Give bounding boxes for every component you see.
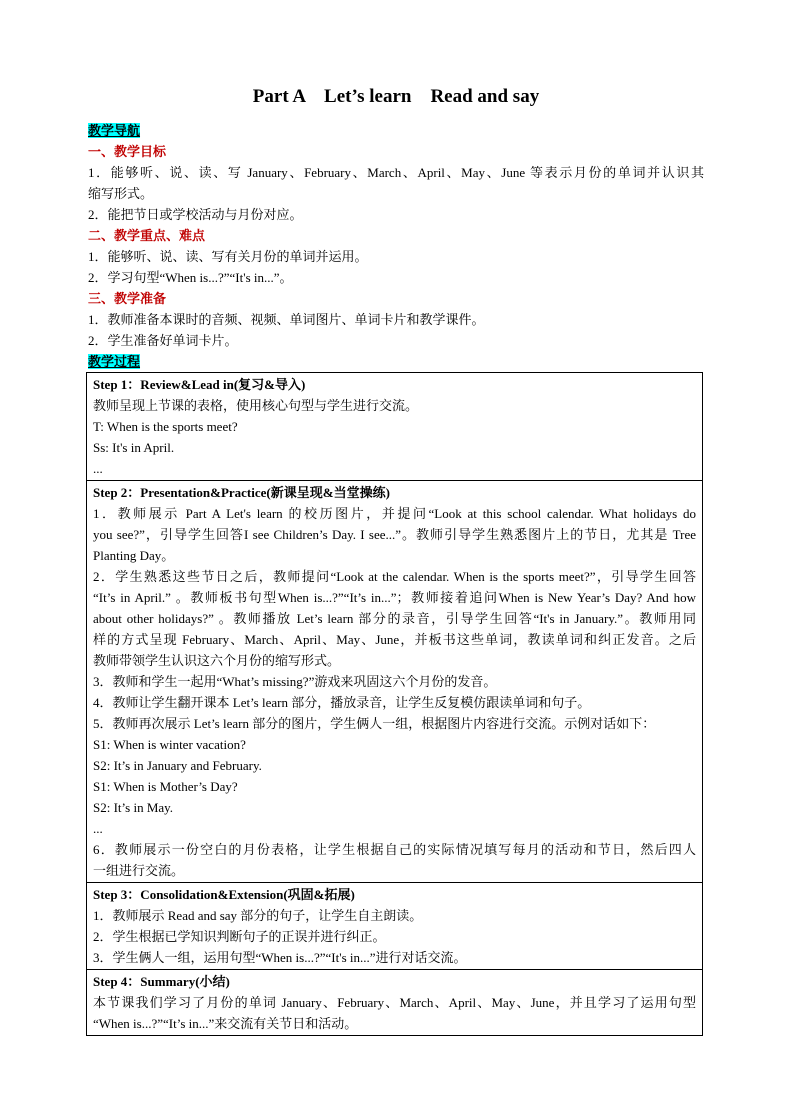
step-line: Planting Day。 <box>93 548 175 563</box>
step-row <box>87 970 703 1036</box>
step-line: T: When is the sports meet? <box>93 419 238 434</box>
step-line: “It’s in April.” 。教师板书句型When is...?”“It’s in...”；教师接着追问When is New Year’s Day? And how <box>93 590 696 605</box>
step-line: 6．教师展示一份空白的月份表格，让学生根据自己的实际情况填写每月的活动和节日，然后四人 <box>93 842 696 857</box>
goal-line: 缩写形式。 <box>88 186 154 201</box>
step-line: 1．教师展示 Part A Let's learn 的校历图片，并提问“Look at this school calendar. What holidays do <box>93 506 696 521</box>
step-cell <box>87 373 703 481</box>
step-cell <box>87 883 703 970</box>
preparation-line: 2．学生准备好单词卡片。 <box>88 333 238 348</box>
dialogue-line: S1: When is winter vacation? <box>93 737 246 752</box>
key-point-line: 2．学习句型“When is...?”“It's in...”。 <box>88 270 293 285</box>
step-line: about other holidays?” 。教师播放 Let’s learn 部分的录音，引导学生回答“It's in January.”。教师用同 <box>93 611 696 626</box>
step-line: 5．教师再次展示 Let’s learn 部分的图片，学生俩人一组，根据图片内容进行交流。示例对话如下： <box>93 716 656 731</box>
step-line: 2．学生根据已学知识判断句子的正误并进行纠正。 <box>93 929 386 944</box>
goals-heading: 一、教学目标 <box>88 144 167 159</box>
step-heading: Step 2：Presentation&Practice(新课呈现&当堂操练) <box>93 485 390 500</box>
step-line: 本节课我们学习了月份的单词 January、February、March、April、May、June，并且学习了运用句型 <box>93 995 696 1010</box>
step-cell <box>87 481 703 883</box>
goal-line: 2．能把节日或学校活动与月份对应。 <box>88 207 303 222</box>
step-line: 样的方式呈现 February、March、April、May、June，并板书这些单词，教读单词和纠正发音。之后 <box>93 632 696 647</box>
step-row <box>87 373 703 481</box>
step-heading: Step 4：Summary(小结) <box>93 974 230 989</box>
preparation-line: 1．教师准备本课时的音频、视频、单词图片、单词卡片和教学课件。 <box>88 312 485 327</box>
step-cell <box>87 970 703 1036</box>
step-heading: Step 1：Review&Lead in(复习&导入) <box>93 377 306 392</box>
step-line: 教师呈现上节课的表格，使用核心句型与学生进行交流。 <box>93 398 419 413</box>
step-line: 3．教师和学生一起用“What’s missing?”游戏来巩固这六个月份的发音。 <box>93 674 497 689</box>
preparation-heading: 三、教学准备 <box>88 291 167 306</box>
step-line: 一组进行交流。 <box>93 863 185 878</box>
teaching-process-label: 教学过程 <box>88 354 141 369</box>
step-line: you see?”，引导学生回答I see Children’s Day. I see...”。教师引导学生熟悉图片上的节日，尤其是 Tree <box>93 527 696 542</box>
step-line: 教师带领学生认识这六个月份的缩写形式。 <box>93 653 341 668</box>
key-points-heading: 二、教学重点、难点 <box>88 228 206 243</box>
step-line: ... <box>93 461 103 476</box>
step-line: Ss: It's in April. <box>93 440 175 455</box>
teaching-process-table <box>86 372 703 1036</box>
step-row <box>87 883 703 970</box>
step-line: 3．学生俩人一组，运用句型“When is...?”“It's in...”进行对话交流。 <box>93 950 467 965</box>
goal-line: 1．能够听、说、读、写 January、February、March、April、May、June 等表示月份的单词并认识其 <box>88 165 704 180</box>
dialogue-line: S2: It’s in January and February. <box>93 758 262 773</box>
document-page <box>88 80 704 1036</box>
teaching-guide-label: 教学导航 <box>88 123 141 138</box>
step-line: 4．教师让学生翻开课本 Let’s learn 部分，播放录音，让学生反复模仿跟读单词和句子。 <box>93 695 591 710</box>
step-line: 1．教师展示 Read and say 部分的句子，让学生自主朗读。 <box>93 908 423 923</box>
dialogue-line: S1: When is Mother’s Day? <box>93 779 238 794</box>
dialogue-line: S2: It’s in May. <box>93 800 174 815</box>
step-line: “When is...?”“It’s in...”来交流有关节日和活动。 <box>93 1016 358 1031</box>
key-point-line: 1．能够听、说、读、写有关月份的单词并运用。 <box>88 249 368 264</box>
ellipsis-line: ... <box>93 821 103 836</box>
step-row <box>87 481 703 883</box>
step-heading: Step 3：Consolidation&Extension(巩固&拓展) <box>93 887 355 902</box>
page-title: Part A Let’s learn Read and say <box>252 86 540 107</box>
step-line: 2．学生熟悉这些节日之后，教师提问“Look at the calendar. When is the sports meet?”，引导学生回答 <box>93 569 696 584</box>
